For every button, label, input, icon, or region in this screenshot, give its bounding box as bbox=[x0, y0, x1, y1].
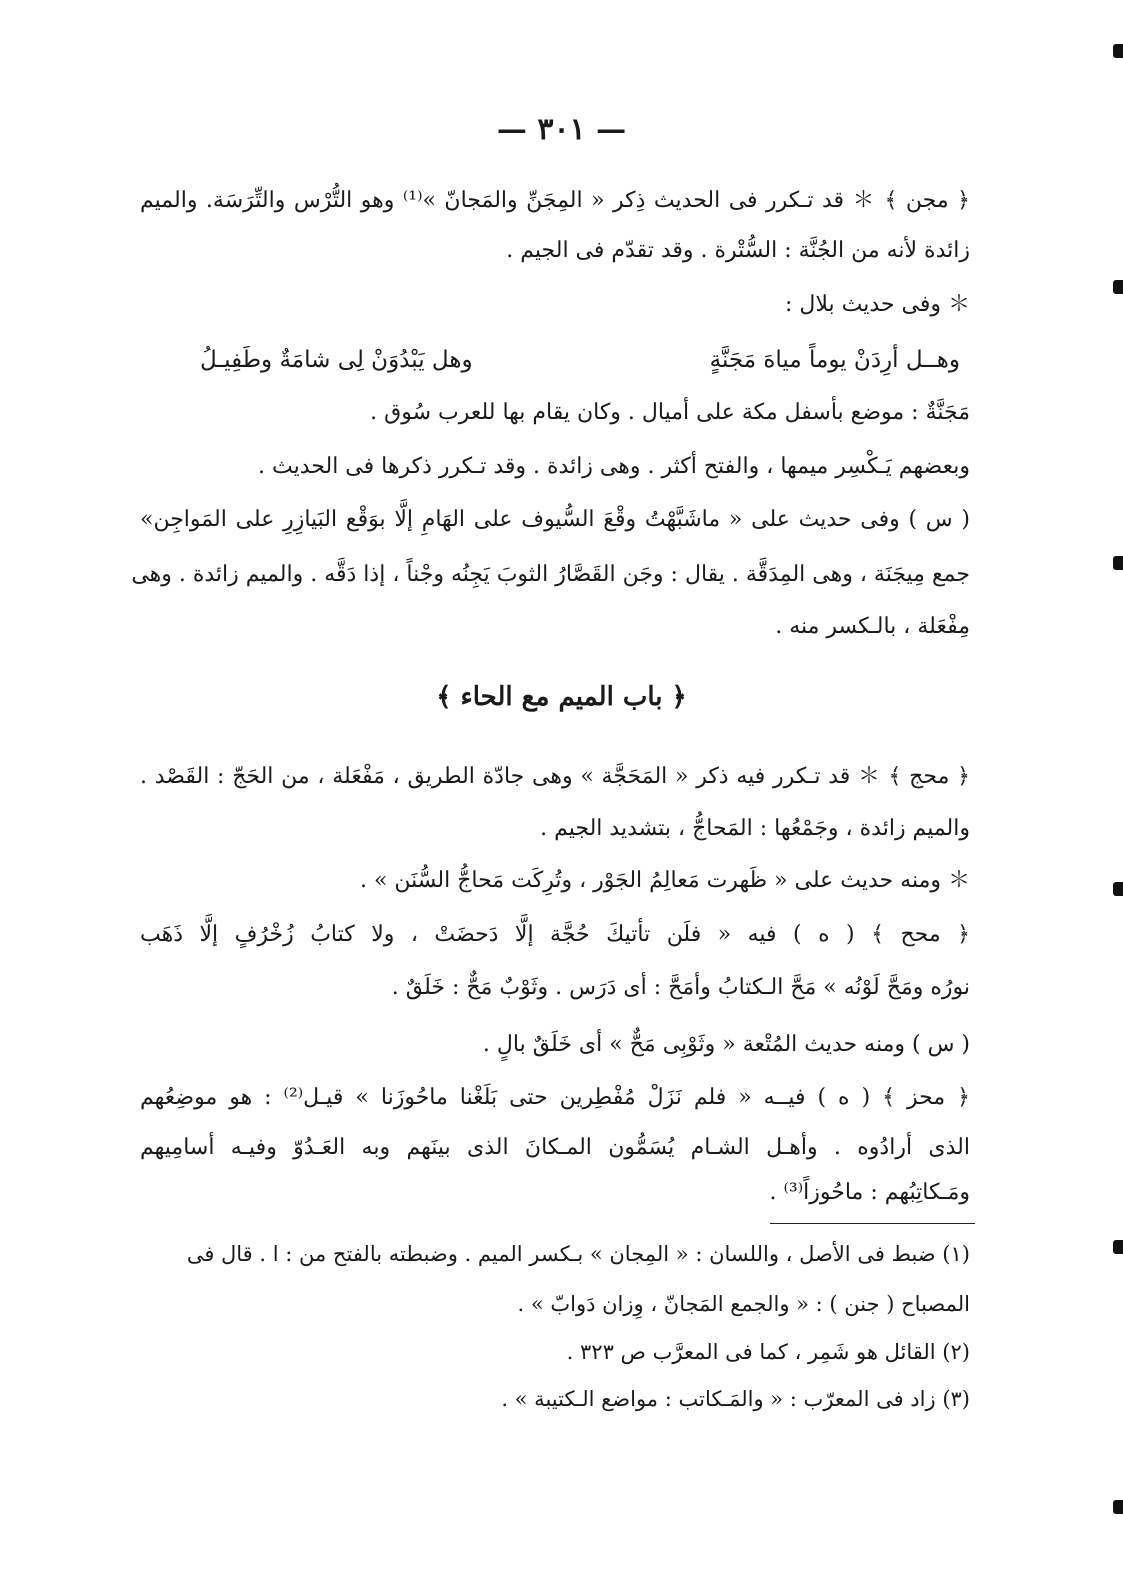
scan-edge-mark bbox=[1113, 280, 1123, 294]
text-line: ＊ ومنه حديث على « ظَهرت مَعالِمُ الجَوْر ، وتُرِكَت مَحاجُّ السُّنَن » . bbox=[359, 868, 970, 893]
text-line: ﴿ مجن ﴾ ＊ قد تـكرر فى الحديث ذِكر « المِجَنِّ والمَجانّ »⁽¹⁾ وهو التُّرْس والتِّرَسَة. والميم bbox=[140, 188, 970, 213]
verse-line bbox=[200, 345, 960, 375]
scan-edge-mark bbox=[1113, 1500, 1123, 1514]
verse-hemistich-first: وهــل أرِدَنْ يوماً مياهَ مَجَنَّةٍ bbox=[709, 347, 960, 373]
text-line: وبعضهم يَـكْسِر ميمها ، والفتح أكثر . وهى زائدة . وقد تـكرر ذكرها فى الحديث . bbox=[258, 454, 970, 479]
text-line: مِفْعَلة ، بالـكسر منه . bbox=[775, 614, 970, 639]
text-line: ﴿ محز ﴾ ( ه ) فيــه « فلم نَزَلْ مُفْطِرين حتى بَلَغْنا ماحُوزَنا » قيـل⁽²⁾ : هو موضِعُهم bbox=[140, 1085, 970, 1110]
footnote-line: المصباح ( جنن ) : « والجمع المَجانّ ، وِزان دَوابّ » . bbox=[517, 1292, 970, 1316]
page-number: — ٣٠١ — bbox=[496, 112, 627, 147]
text-line: ومَـكاتِبُهم : ماحُوزاً⁽³⁾ . bbox=[769, 1180, 970, 1205]
footnote-line: (١) ضبط فى الأصل ، واللسان : « المِجان » بـكسر الميم . وضبطته بالفتح من : ا . قال فى bbox=[186, 1242, 970, 1266]
text-line: نورُه ومَحَّ لَوْنُه » مَحَّ الـكتابُ وأمَحَّ : أى دَرَس . وثَوْبٌ مَحٌّ : خَلَقٌ . bbox=[391, 975, 970, 1000]
scan-edge-mark bbox=[1113, 44, 1123, 58]
verse-hemistich-second: وهل يَبْدُوَنْ لِى شامَةٌ وطَفِيـلُ bbox=[200, 347, 473, 373]
text-line: جمع مِيجَنَة ، وهى المِدَقَّة . يقال : وجَن القَصَّارُ الثوبَ يَجِنُه وجْناً ، إذا دَقَّه . والميم زائدة . وهى bbox=[131, 562, 970, 587]
text-line: ﴿ محج ﴾ ＊ قد تـكرر فيه ذكر « المَحَجَّة » وهى جادّة الطريق ، مَفْعَلة ، من الحَجّ : القَصْد . bbox=[140, 764, 970, 789]
footnote-line: (٣) زاد فى المعرّب : « والمَـكاتب : مواضع الـكتيبة » . bbox=[501, 1387, 970, 1411]
scan-edge-mark bbox=[1113, 882, 1123, 896]
scan-edge-mark bbox=[1113, 556, 1123, 570]
text-line: زائدة لأنه من الجُنَّة : السُّتْرة . وقد تقدّم فى الجيم . bbox=[506, 238, 970, 263]
text-line: الذى أرادُوه . وأهـل الشـام يُسَمُّون المـكانَ الذى بينَهم وبه العَـدُوّ وفيـه أسامِيهم bbox=[140, 1135, 970, 1160]
text-line: مَجَنَّةٌ : موضع بأسفل مكة على أميال . وكان يقام بها للعرب سُوق . bbox=[370, 400, 970, 425]
text-line: والميم زائدة ، وجَمْعُها : المَحاجُّ ، بتشديد الجيم . bbox=[540, 816, 970, 841]
text-line: ( س ) وفى حديث على « ماشَبَّهْتُ وقْعَ السُّيوف على الهَامِ إلَّا بوَقْع البَيازِرِ على المَواجِن» bbox=[140, 507, 970, 532]
text-line: ﴿ محح ﴾ ( ه ) فيه « فلَن تأتيكَ حُجَّة إلَّا دَحضَتْ ، ولا كتابُ زُخْرُفٍ إلَّا ذَهَب bbox=[140, 922, 970, 947]
section-title: ﴿ باب الميم مع الحاء ﴾ bbox=[436, 682, 687, 712]
footnote-separator bbox=[770, 1223, 975, 1224]
scan-edge-mark bbox=[1113, 1240, 1123, 1254]
text-line: ＊ وفى حديث بلال : bbox=[785, 292, 970, 317]
text-line: ( س ) ومنه حديث المُتْعة « وثَوْبِى مَحٌّ » أى خَلَقٌ بالٍ . bbox=[482, 1032, 970, 1057]
footnote-line: (٢) القائل هو شَمِر ، كما فى المعرَّب ص ٣٢٣ . bbox=[566, 1340, 970, 1364]
